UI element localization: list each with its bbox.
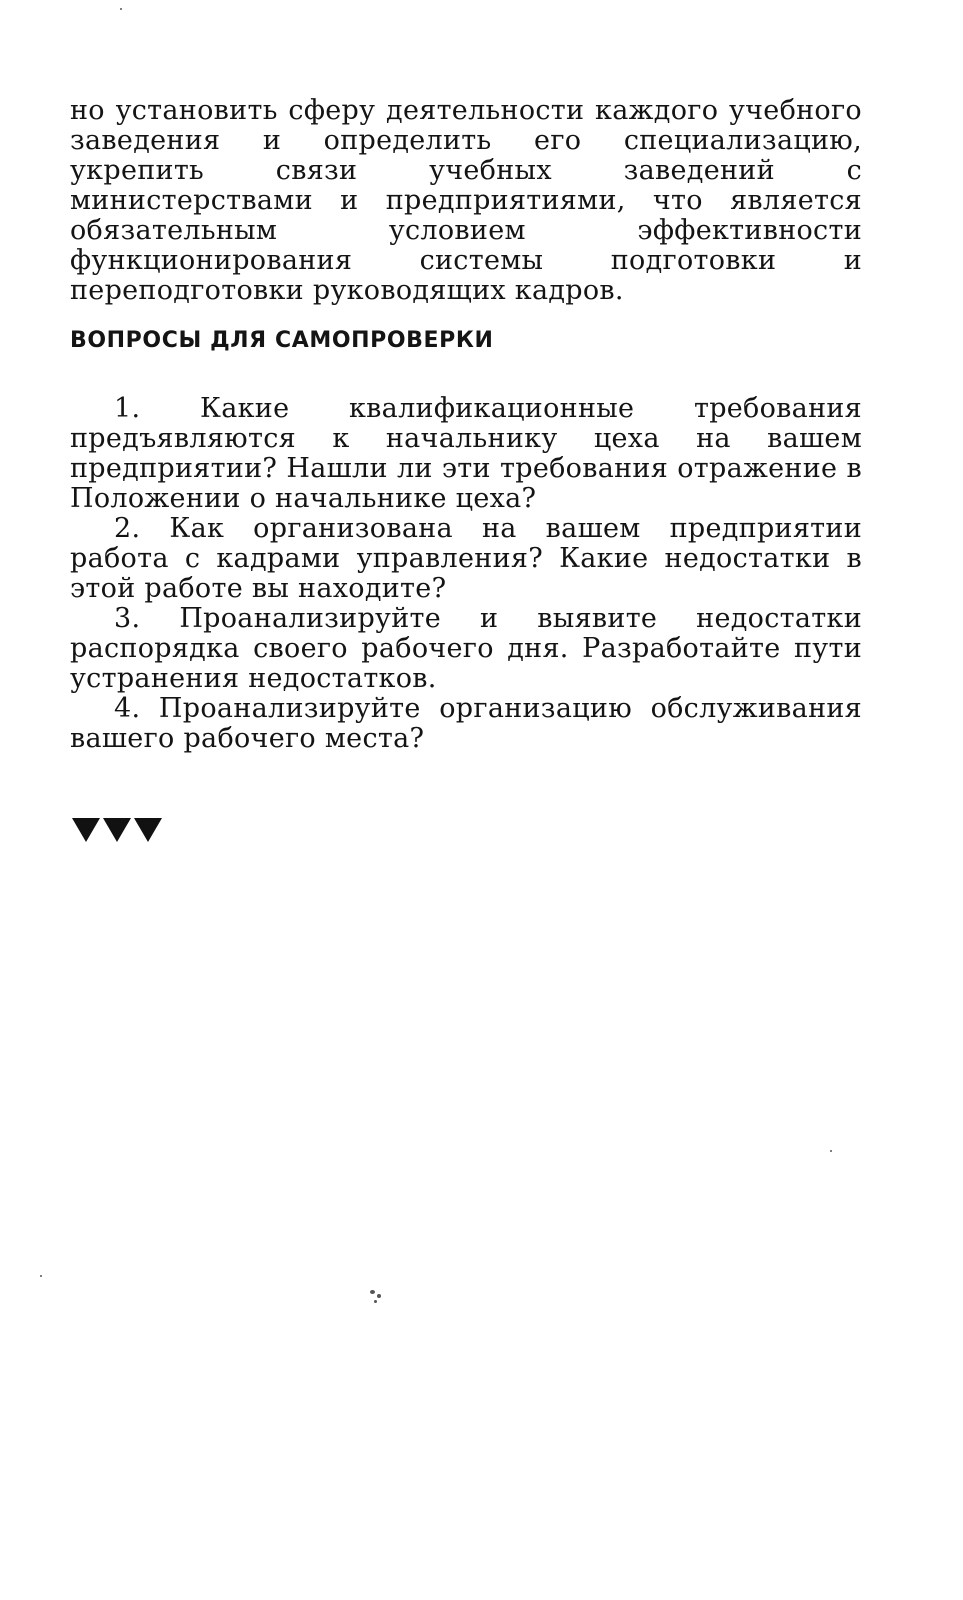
scan-speck [370, 1290, 375, 1294]
triangle-icon [72, 818, 100, 842]
intro-paragraph: но установить сферу деятельности каждого учебного заведения и определить его специализацию, укрепить связи учебных заведений с министерствами и предприятиями, что является обязательным условием эффективности функционирования системы подготовки и переподготовки руководящих кадров. [70, 95, 862, 306]
scan-speck [374, 1300, 377, 1303]
scan-speck [377, 1294, 381, 1298]
question-item-1: 1. Какие квалификационные требования предъявляются к начальнику цеха на вашем предприятии? Нашли ли эти требования отражение в Положении о начальнике цеха? [70, 393, 862, 514]
section-heading: ВОПРОСЫ ДЛЯ САМОПРОВЕРКИ [70, 328, 494, 353]
scan-speck [830, 1150, 832, 1152]
triangle-icon [134, 818, 162, 842]
page-body [70, 96, 862, 306]
question-item-3: 3. Проанализируйте и выявите недостатки распорядка своего рабочего дня. Разработайте пути устранения недостатков. [70, 603, 862, 694]
three-down-triangles-icon [72, 818, 162, 842]
scan-speck [40, 1275, 42, 1277]
scan-speck [120, 8, 122, 10]
questions-list [70, 394, 862, 754]
question-item-2: 2. Как организована на вашем предприятии работа с кадрами управления? Какие недостатки в этой работе вы находите? [70, 513, 862, 604]
triangle-icon [103, 818, 131, 842]
question-item-4: 4. Проанализируйте организацию обслуживания вашего рабочего места? [70, 693, 862, 754]
